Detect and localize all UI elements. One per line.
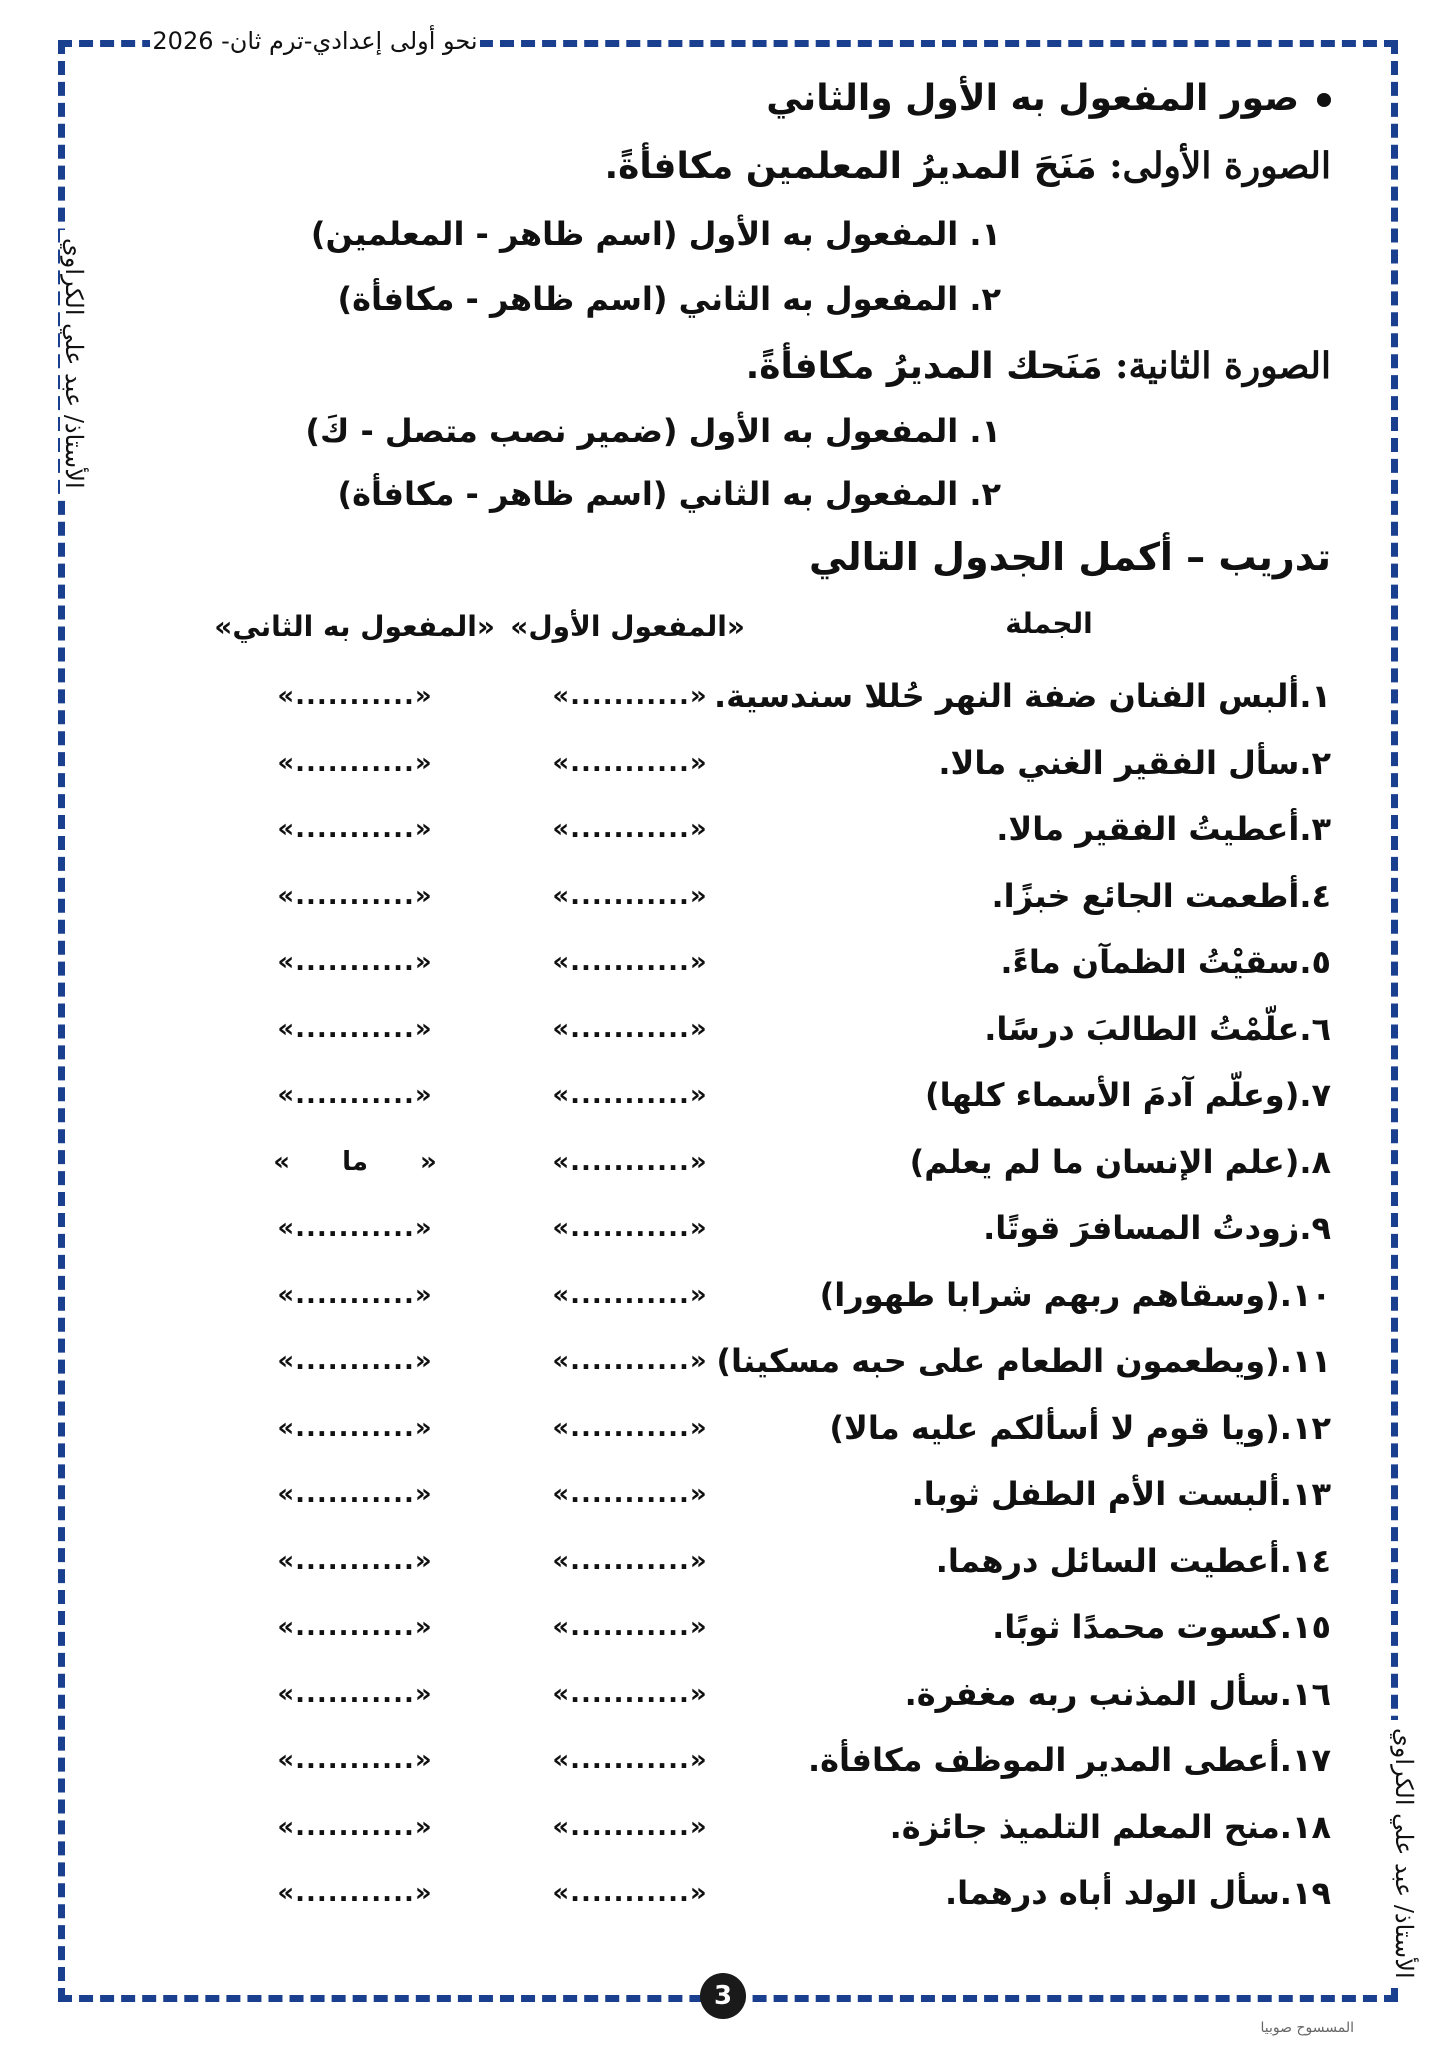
row-sentence: ١٣.ألبست الأم الطفل ثوبا. [911, 1475, 1331, 1513]
row-sentence: ٥.سقيْتُ الظمآن ماءً. [1000, 943, 1331, 981]
row-sentence: ١٤.أعطيت السائل درهما. [935, 1541, 1331, 1580]
column-header-sentence: الجملة [1005, 607, 1093, 640]
second-object-blank[interactable]: «...........» [277, 1878, 433, 1908]
table-row [0, 1131, 1449, 1197]
author-signature-left: الأستاذ/ عبد علي الكراوي [60, 230, 88, 497]
first-object-blank[interactable]: «...........» [552, 1146, 708, 1177]
first-object-blank[interactable]: «...........» [552, 681, 708, 711]
second-object-blank[interactable]: «...........» [277, 1213, 433, 1243]
table-row [0, 1596, 1449, 1662]
first-object-blank[interactable]: «...........» [552, 1811, 708, 1842]
first-object-blank[interactable]: «...........» [552, 1279, 708, 1310]
second-object-blank[interactable]: «...........» [277, 1080, 433, 1110]
row-sentence: ١٧.أعطى المدير الموظف مكافأة. [807, 1741, 1331, 1779]
first-object-blank[interactable]: «...........» [552, 1612, 708, 1642]
bullet-icon [1317, 93, 1331, 107]
second-object-blank[interactable] [245, 1147, 465, 1177]
second-object-blank[interactable]: «...........» [277, 947, 433, 977]
table-row [0, 1064, 1449, 1130]
table-row [0, 931, 1449, 997]
second-object-blank[interactable]: «...........» [277, 880, 433, 911]
row-sentence: ١٠.(وسقاهم ربهم شرابا طهورا) [819, 1275, 1331, 1314]
second-object-blank[interactable]: «...........» [277, 681, 433, 711]
first-object-blank[interactable]: «...........» [552, 1213, 708, 1243]
table-row [0, 732, 1449, 798]
second-object-blank[interactable]: «...........» [277, 1479, 433, 1509]
table-row [0, 798, 1449, 864]
row-sentence: ٩.زودتُ المسافرَ قوتًا. [983, 1209, 1331, 1247]
row-sentence: ١٢.(ويا قوم لا أسألكم عليه مالا) [829, 1408, 1331, 1447]
form1-item-2: ٢. المفعول به الثاني (اسم ظاهر - مكافأة) [337, 280, 1001, 318]
second-object-blank[interactable]: «...........» [277, 1412, 433, 1443]
second-object-blank[interactable]: «...........» [277, 1346, 433, 1376]
second-object-blank[interactable]: «...........» [277, 747, 433, 778]
row-sentence: ١٦.سأل المذنب ربه مغفرة. [904, 1674, 1331, 1713]
first-object-blank[interactable]: «...........» [552, 1745, 708, 1775]
first-object-blank[interactable]: «...........» [552, 1080, 708, 1110]
table-row [0, 1197, 1449, 1263]
second-object-blank[interactable]: «...........» [277, 1811, 433, 1842]
row-sentence: ١٨.منح المعلم التلميذ جائزة. [889, 1807, 1331, 1846]
first-object-blank[interactable]: «...........» [552, 1479, 708, 1509]
column-header-second-object: «المفعول به الثاني» [214, 610, 495, 643]
form2-item-2: ٢. المفعول به الثاني (اسم ظاهر - مكافأة) [337, 475, 1001, 513]
table-row [0, 1530, 1449, 1596]
form1-label: الصورة الأولى: [1109, 145, 1331, 187]
row-sentence: ١١.(ويطعمون الطعام على حبه مسكينا) [716, 1342, 1331, 1380]
row-sentence: ٢.سأل الفقير الغني مالا. [938, 743, 1331, 782]
exercise-title: تدريب – أكمل الجدول التالي [808, 535, 1331, 579]
first-object-blank[interactable]: «...........» [552, 1346, 708, 1376]
author-signature-right: الأستاذ/ عبد علي الكراوي [1390, 1720, 1418, 1987]
row-sentence: ١٩.سأل الولد أباه درهما. [945, 1874, 1331, 1912]
second-object-blank[interactable]: «...........» [277, 1545, 433, 1576]
second-object-blank[interactable]: «...........» [277, 1279, 433, 1310]
form1-example: مَنَحَ المديرُ المعلمين مكافأةً. [604, 146, 1097, 187]
first-object-blank[interactable]: «...........» [552, 947, 708, 977]
row-sentence: ٦.علّمْتُ الطالبَ درسًا. [984, 1009, 1331, 1048]
page-header-title: نحو أولى إعدادي-ترم ثان- 2026 [150, 20, 480, 62]
table-row [0, 1463, 1449, 1529]
first-object-blank[interactable]: «...........» [552, 747, 708, 778]
second-object-blank[interactable]: «...........» [277, 814, 433, 844]
table-row [0, 1663, 1449, 1729]
table-row [0, 1264, 1449, 1330]
table-row [0, 1729, 1449, 1795]
answer-text: ما [342, 1146, 368, 1177]
first-object-blank[interactable]: «...........» [552, 1013, 708, 1044]
table-row [0, 1330, 1449, 1396]
table-row [0, 1397, 1449, 1463]
second-object-blank[interactable]: «...........» [277, 1612, 433, 1642]
scanner-watermark: المسسوح صوبيا [1260, 2020, 1354, 2036]
table-row [0, 1862, 1449, 1928]
section-title [766, 78, 1331, 119]
section-title-text: صور المفعول به الأول والثاني [766, 78, 1299, 119]
first-object-blank[interactable]: «...........» [552, 1412, 708, 1443]
first-object-blank[interactable]: «...........» [552, 814, 708, 844]
table-row [0, 1796, 1449, 1862]
page-number-badge: 3 [700, 1973, 746, 2019]
form1-heading [604, 145, 1331, 187]
first-object-blank[interactable]: «...........» [552, 880, 708, 911]
form2-label: الصورة الثانية: [1115, 345, 1331, 387]
quote-open: « [273, 1146, 290, 1177]
row-sentence: ٨.(علم الإنسان ما لم يعلم) [909, 1142, 1331, 1181]
column-header-first-object: «المفعول الأول» [510, 610, 745, 643]
quote-close: » [420, 1146, 437, 1177]
second-object-blank[interactable]: «...........» [277, 1745, 433, 1775]
first-object-blank[interactable]: «...........» [552, 1678, 708, 1709]
second-object-blank[interactable]: «...........» [277, 1013, 433, 1044]
first-object-blank[interactable]: «...........» [552, 1545, 708, 1576]
row-sentence: ٧.(وعلّم آدمَ الأسماء كلها) [924, 1076, 1331, 1114]
first-object-blank[interactable]: «...........» [552, 1878, 708, 1908]
table-row [0, 998, 1449, 1064]
form2-item-1: ١. المفعول به الأول (ضمير نصب متصل - كَ) [305, 412, 1001, 450]
row-sentence: ٤.أطعمت الجائع خبزًا. [991, 876, 1331, 915]
second-object-blank[interactable]: «...........» [277, 1678, 433, 1709]
form1-item-1: ١. المفعول به الأول (اسم ظاهر - المعلمين) [310, 215, 1001, 253]
form2-heading [746, 345, 1331, 387]
table-row [0, 865, 1449, 931]
table-row [0, 665, 1449, 731]
row-sentence: ١.ألبس الفنان ضفة النهر حُللا سندسية. [713, 677, 1331, 715]
form2-example: مَنَحك المديرُ مكافأةً. [745, 346, 1103, 387]
row-sentence: ١٥.كسوت محمدًا ثوبًا. [992, 1608, 1331, 1646]
row-sentence: ٣.أعطيتُ الفقير مالا. [996, 810, 1331, 848]
